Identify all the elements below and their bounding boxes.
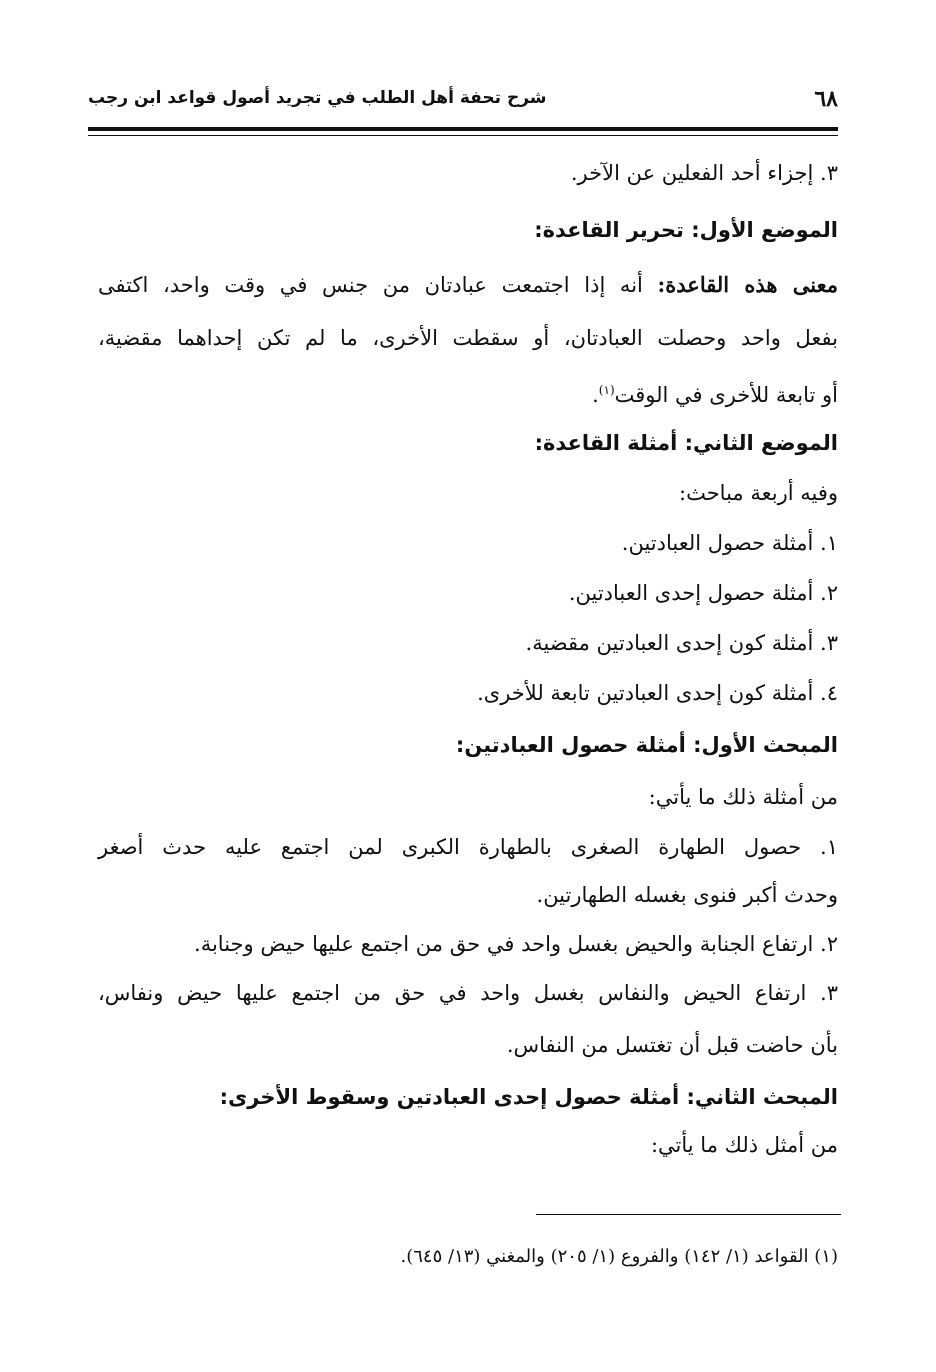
meaning-line-1-text: أنه إذا اجتمعت عبادتان من جنس في وقت واحد، اكتفى xyxy=(98,273,658,297)
examples-intro-2: من أمثل ذلك ما يأتي: xyxy=(650,1133,838,1157)
running-title: شرح تحفة أهل الطلب في تجريد أصول قواعد ابن رجب xyxy=(88,88,547,108)
topic-list-item: ٢. أمثلة حصول إحدى العبادتين. xyxy=(568,581,838,605)
examples-intro-1: من أمثلة ذلك ما يأتي: xyxy=(648,785,838,809)
item-3-line: ٣. إجزاء أحد الفعلين عن الآخر. xyxy=(570,161,838,185)
page-header xyxy=(88,86,838,116)
heading-first-section: المبحث الأول: أمثلة حصول العبادتين: xyxy=(455,733,838,757)
heading-second-topic: الموضع الثاني: أمثلة القاعدة: xyxy=(534,431,838,455)
heading-second-section: المبحث الثاني: أمثلة حصول إحدى العبادتين وسقوط الأخرى: xyxy=(219,1085,838,1109)
footnote-1: (١) القواعد (١/ ١٤٢) والفروع (١/ ٢٠٥) والمغني (١٣/ ٦٤٥). xyxy=(400,1246,838,1267)
meaning-line-3-text: أو تابعة للأخرى في الوقت xyxy=(614,383,838,407)
meaning-line-1 xyxy=(98,270,838,300)
example-3-line-1: ٣. ارتفاع الحيض والنفاس بغسل واحد في حق من اجتمع عليها حيض ونفاس، xyxy=(98,981,838,1005)
example-1-line-2: وحدث أكبر فنوى بغسله الطهارتين. xyxy=(536,883,838,907)
meaning-end: . xyxy=(592,383,599,407)
example-1-line-1: ١. حصول الطهارة الصغرى بالطهارة الكبرى لمن اجتمع عليه حدث أصغر xyxy=(98,835,838,859)
header-rule-thin xyxy=(88,135,838,136)
four-topics-intro: وفيه أربعة مباحث: xyxy=(679,481,838,505)
meaning-line-2: بفعل واحد وحصلت العبادتان، أو سقطت الأخرى، ما لم تكن إحداهما مقضية، xyxy=(98,326,838,350)
topic-list-item: ٤. أمثلة كون إحدى العبادتين تابعة للأخرى. xyxy=(477,681,838,705)
example-2: ٢. ارتفاع الجنابة والحيض بغسل واحد في حق من اجتمع عليها حيض وجنابة. xyxy=(194,932,838,956)
example-3-line-2: بأن حاضت قبل أن تغتسل من النفاس. xyxy=(506,1033,838,1057)
heading-first-topic: الموضع الأول: تحرير القاعدة: xyxy=(534,218,838,242)
footnote-reference[interactable]: (١) xyxy=(598,383,615,397)
meaning-line-3 xyxy=(592,375,838,410)
topic-list-item: ٣. أمثلة كون إحدى العبادتين مقضية. xyxy=(525,631,838,655)
page-number: ٦٨ xyxy=(814,86,838,112)
topic-list-item: ١. أمثلة حصول العبادتين. xyxy=(621,531,838,555)
footnote-separator xyxy=(536,1214,841,1215)
header-rule-thick xyxy=(88,127,838,131)
meaning-lead: معنى هذه القاعدة: xyxy=(657,272,838,297)
